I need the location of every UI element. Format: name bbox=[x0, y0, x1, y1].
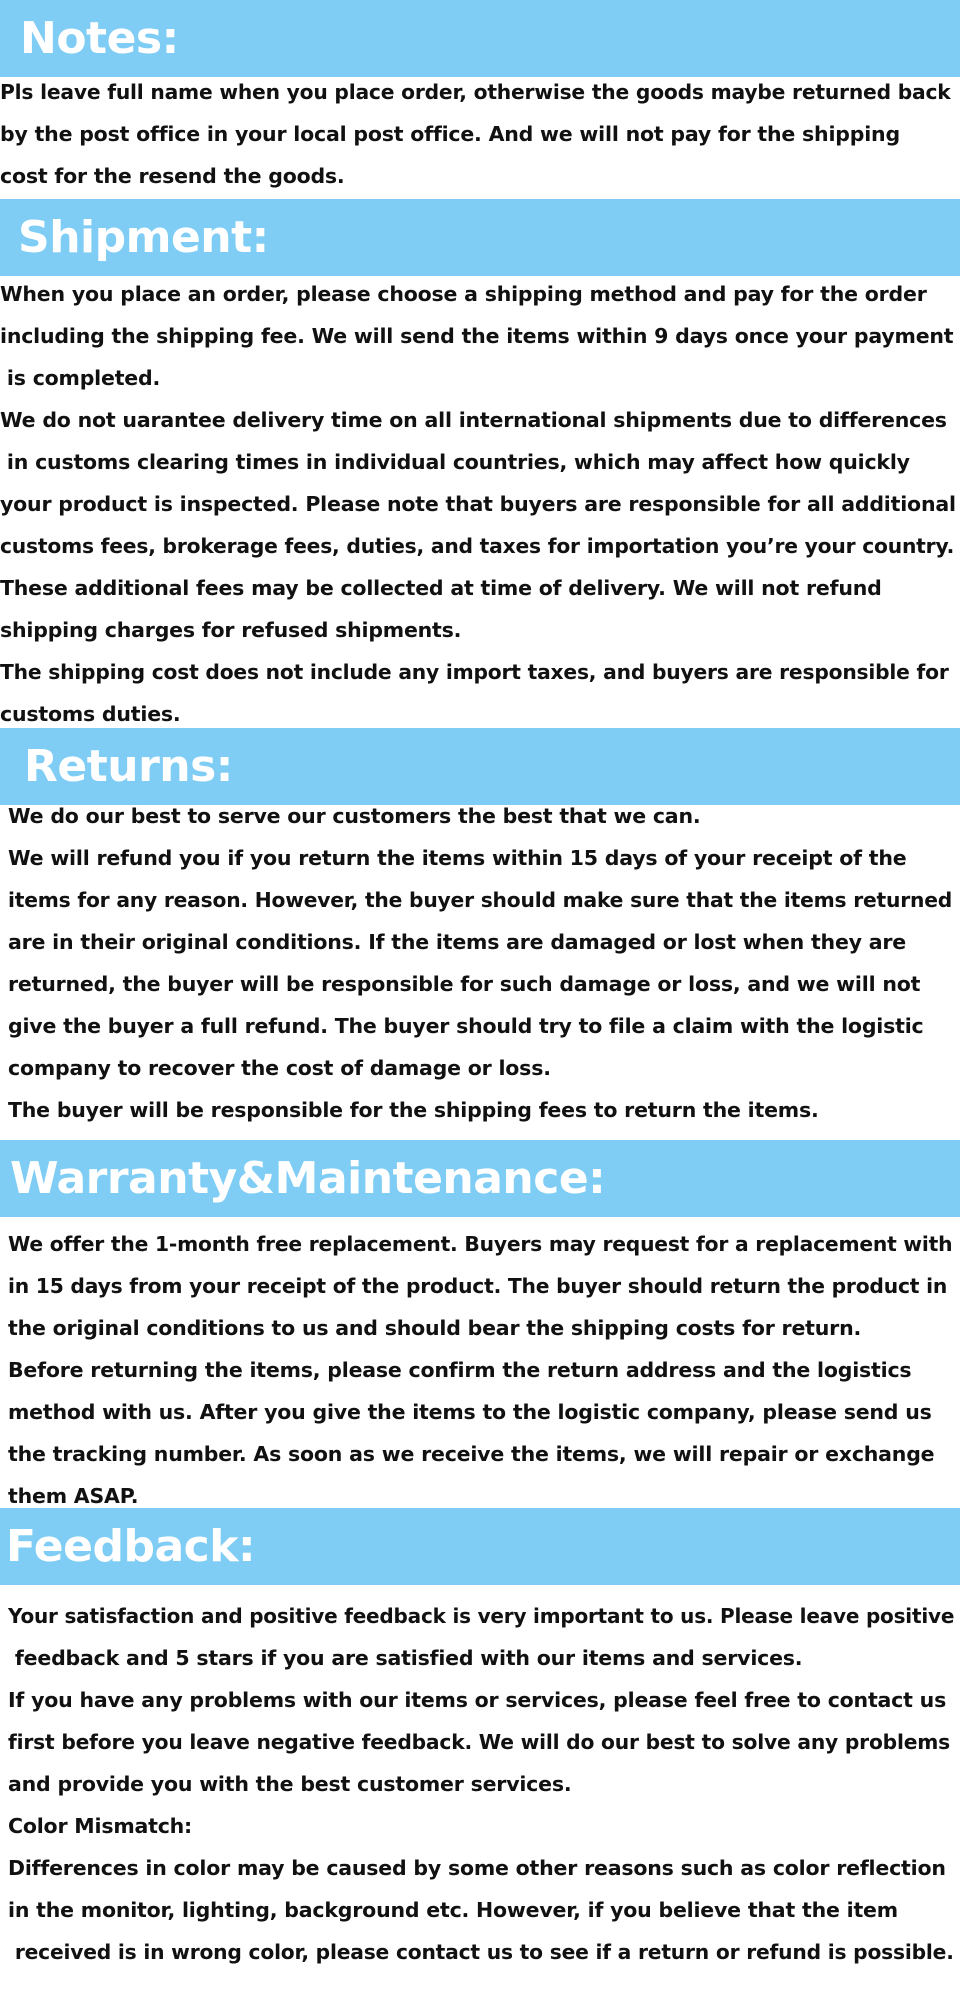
shipment-title: Shipment: bbox=[18, 212, 269, 263]
feedback-line-5: and provide you with the best customer services. bbox=[8, 1772, 572, 1796]
feedback-line-6: Color Mismatch: bbox=[8, 1814, 193, 1838]
returns-line-4: are in their original conditions. If the items are damaged or lost when they are bbox=[8, 930, 907, 954]
feedback-line-1: Your satisfaction and positive feedback is very important to us. Please leave positive bbox=[8, 1604, 955, 1628]
warranty-line-1: We offer the 1-month free replacement. Buyers may request for a replacement with bbox=[8, 1232, 953, 1256]
feedback-line-4: first before you leave negative feedback. We will do our best to solve any problems bbox=[8, 1730, 951, 1754]
warranty-title: Warranty&Maintenance: bbox=[10, 1153, 606, 1204]
warranty-header bbox=[0, 1140, 960, 1217]
shipment-line-5: in customs clearing times in individual countries, which may affect how quickly bbox=[0, 450, 910, 474]
shipment-line-4: We do not uarantee delivery time on all international shipments due to differences bbox=[0, 408, 947, 432]
shipment-line-9: shipping charges for refused shipments. bbox=[0, 618, 462, 642]
returns-line-1: We do our best to serve our customers the best that we can. bbox=[8, 804, 701, 828]
returns-line-8: The buyer will be responsible for the shipping fees to return the items. bbox=[8, 1098, 819, 1122]
shipment-line-3: is completed. bbox=[0, 366, 161, 390]
feedback-line-2: feedback and 5 stars if you are satisfied with our items and services. bbox=[8, 1646, 803, 1670]
shipment-header bbox=[0, 199, 960, 276]
shipment-line-7: customs fees, brokerage fees, duties, and taxes for importation you’re your country. bbox=[0, 534, 955, 558]
notes-line-1: Pls leave full name when you place order, otherwise the goods maybe returned back bbox=[0, 80, 951, 104]
warranty-line-7: them ASAP. bbox=[8, 1484, 139, 1508]
shipment-line-1: When you place an order, please choose a shipping method and pay for the order bbox=[0, 282, 927, 306]
warranty-line-2: in 15 days from your receipt of the product. The buyer should return the product in bbox=[8, 1274, 948, 1298]
feedback-line-8: in the monitor, lighting, background etc. However, if you believe that the item bbox=[8, 1898, 898, 1922]
returns-line-6: give the buyer a full refund. The buyer should try to file a claim with the logistic bbox=[8, 1014, 924, 1038]
feedback-header bbox=[0, 1508, 960, 1585]
returns-line-3: items for any reason. However, the buyer should make sure that the items returned bbox=[8, 888, 953, 912]
returns-line-2: We will refund you if you return the items within 15 days of your receipt of the bbox=[8, 846, 907, 870]
shipment-line-6: your product is inspected. Please note that buyers are responsible for all additional bbox=[0, 492, 956, 516]
shipment-line-2: including the shipping fee. We will send the items within 9 days once your payment bbox=[0, 324, 954, 348]
feedback-title: Feedback: bbox=[6, 1521, 256, 1572]
feedback-line-7: Differences in color may be caused by some other reasons such as color reflection bbox=[8, 1856, 946, 1880]
shipment-line-11: customs duties. bbox=[0, 702, 181, 726]
feedback-line-3: If you have any problems with our items or services, please feel free to contact us bbox=[8, 1688, 947, 1712]
returns-header bbox=[0, 728, 960, 805]
returns-title: Returns: bbox=[24, 741, 233, 792]
warranty-line-4: Before returning the items, please confirm the return address and the logistics bbox=[8, 1358, 912, 1382]
warranty-line-5: method with us. After you give the items to the logistic company, please send us bbox=[8, 1400, 932, 1424]
notes-line-3: cost for the resend the goods. bbox=[0, 164, 345, 188]
returns-line-7: company to recover the cost of damage or loss. bbox=[8, 1056, 551, 1080]
shipment-line-10: The shipping cost does not include any import taxes, and buyers are responsible for bbox=[0, 660, 949, 684]
shipment-line-8: These additional fees may be collected at time of delivery. We will not refund bbox=[0, 576, 882, 600]
notes-title: Notes: bbox=[20, 13, 179, 64]
returns-line-5: returned, the buyer will be responsible for such damage or loss, and we will not bbox=[8, 972, 921, 996]
notes-header bbox=[0, 0, 960, 77]
warranty-line-6: the tracking number. As soon as we receive the items, we will repair or exchange bbox=[8, 1442, 935, 1466]
notes-line-2: by the post office in your local post office. And we will not pay for the shipping bbox=[0, 122, 900, 146]
warranty-line-3: the original conditions to us and should bear the shipping costs for return. bbox=[8, 1316, 862, 1340]
feedback-line-9: received is in wrong color, please contact us to see if a return or refund is possible. bbox=[8, 1940, 954, 1964]
